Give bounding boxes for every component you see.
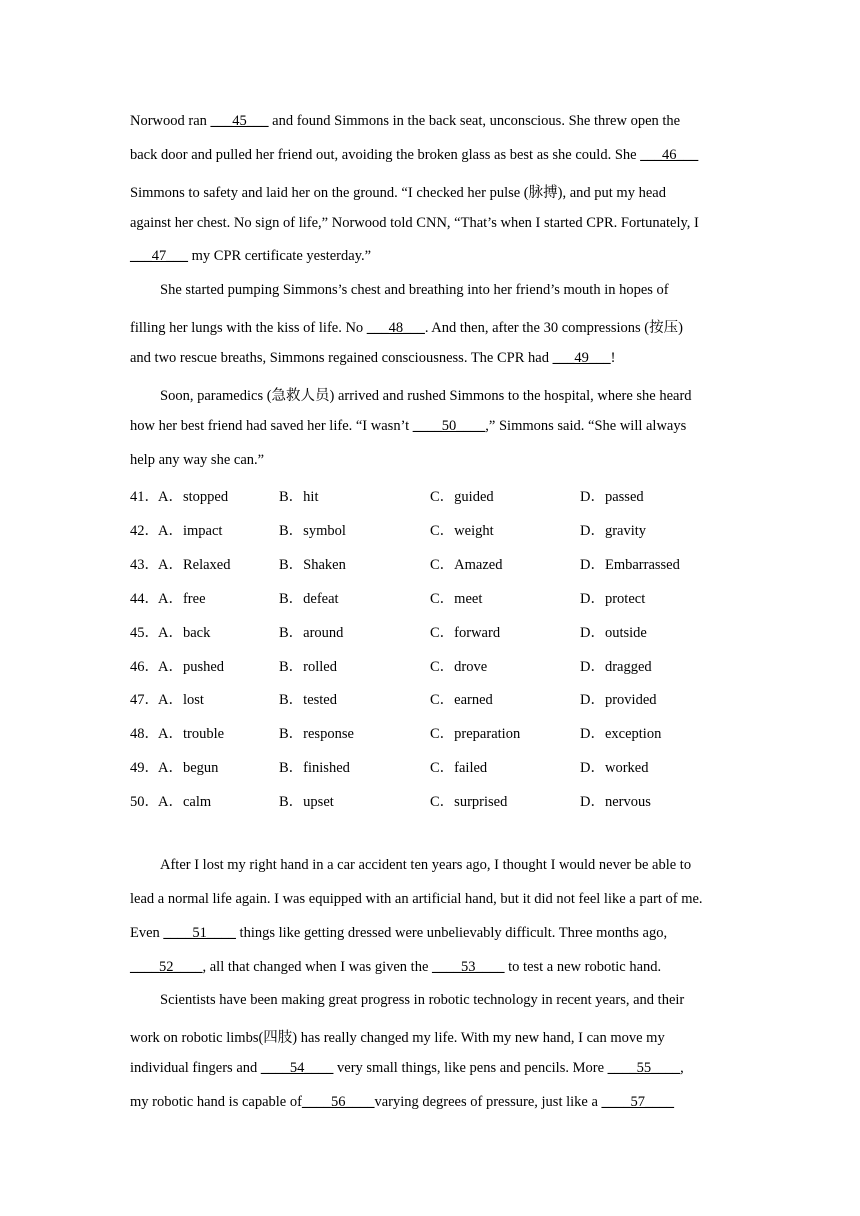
option-a: A．stopped: [158, 489, 229, 505]
question-46: [130, 655, 750, 675]
passage1-line-3: Simmons to safety and laid her on the ground. “I checked her pulse (脉搏), and put my head: [130, 185, 666, 201]
option-b: B．response: [279, 726, 354, 742]
question-45: [130, 621, 750, 641]
option-a: A．trouble: [158, 726, 225, 742]
option-a: A．lost: [158, 692, 204, 708]
option-d: D．nervous: [580, 794, 651, 810]
question-number: 50．: [130, 794, 159, 810]
option-c: C．Amazed: [430, 557, 503, 573]
passage1-line-4: against her chest. No sign of life,” Norwood told CNN, “That’s when I started CPR. Fortunately, I: [130, 215, 699, 231]
option-d: D．passed: [580, 489, 644, 505]
blank-51: ____51____: [163, 925, 236, 941]
question-42: [130, 519, 750, 539]
question-44: [130, 587, 750, 607]
option-b: B．finished: [279, 760, 350, 776]
question-47: [130, 688, 750, 708]
question-number: 48．: [130, 726, 159, 742]
option-c: C．earned: [430, 692, 493, 708]
option-c: C．meet: [430, 591, 483, 607]
question-49: [130, 756, 750, 776]
option-a: A．pushed: [158, 659, 225, 675]
passage2-line-3: Even ____51____ things like getting dressed were unbelievably difficult. Three months ago,: [130, 925, 668, 941]
option-b: B．around: [279, 625, 344, 641]
question-number: 44．: [130, 591, 159, 607]
option-a: A．calm: [158, 794, 212, 810]
option-b: B．tested: [279, 692, 337, 708]
passage1-line-11: help any way she can.”: [130, 452, 265, 468]
option-b: B．defeat: [279, 591, 339, 607]
passage2-line-2: lead a normal life again. I was equipped with an artificial hand, but it did not feel like a part of me.: [130, 891, 703, 907]
blank-46: ___46___: [640, 147, 699, 163]
blank-49: ___49___: [552, 350, 611, 366]
blank-55: ____55____: [607, 1060, 681, 1076]
passage2-line-5: Scientists have been making great progress in robotic technology in recent years, and their: [160, 992, 685, 1008]
option-c: C．drove: [430, 659, 488, 675]
passage2-line-7: individual fingers and ____54____ very small things, like pens and pencils. More ____55____,: [130, 1060, 684, 1076]
blank-52: ____52____: [130, 959, 203, 975]
option-c: C．guided: [430, 489, 494, 505]
blank-48: ___48___: [366, 320, 425, 336]
option-d: D．gravity: [580, 523, 647, 539]
option-d: D．protect: [580, 591, 646, 607]
question-number: 45．: [130, 625, 159, 641]
blank-45: ___45___: [210, 113, 269, 129]
option-b: B．rolled: [279, 659, 337, 675]
passage2-line-8: my robotic hand is capable of____56____varying degrees of pressure, just like a ____57____: [130, 1094, 675, 1110]
passage1-line-6: She started pumping Simmons’s chest and breathing into her friend’s mouth in hopes of: [160, 282, 669, 298]
question-50: [130, 790, 750, 810]
blank-53: ____53____: [432, 959, 505, 975]
option-d: D．dragged: [580, 659, 652, 675]
option-d: D．provided: [580, 692, 657, 708]
passage1-line-1: Norwood ran ___45___ and found Simmons in the back seat, unconscious. She threw open the: [130, 113, 681, 129]
passage1-line-5: ___47___ my CPR certificate yesterday.”: [130, 248, 372, 264]
passage1-line-10: how her best friend had saved her life. “I wasn’t ____50____,” Simmons said. “She will always: [130, 418, 687, 434]
option-c: C．failed: [430, 760, 488, 776]
question-number: 41．: [130, 489, 159, 505]
question-number: 42．: [130, 523, 159, 539]
blank-56: ____56____: [301, 1094, 375, 1110]
option-d: D．outside: [580, 625, 647, 641]
option-a: A．back: [158, 625, 211, 641]
option-a: A．impact: [158, 523, 223, 539]
option-b: B．upset: [279, 794, 334, 810]
option-c: C．surprised: [430, 794, 508, 810]
question-48: [130, 722, 750, 742]
blank-47: ___47___: [130, 248, 188, 264]
passage1-line-8: and two rescue breaths, Simmons regained consciousness. The CPR had ___49___!: [130, 350, 616, 366]
option-b: B．symbol: [279, 523, 346, 539]
option-a: A．begun: [158, 760, 219, 776]
option-c: C．forward: [430, 625, 501, 641]
option-c: C．preparation: [430, 726, 521, 742]
option-d: D．worked: [580, 760, 649, 776]
option-c: C．weight: [430, 523, 494, 539]
passage2-line-1: After I lost my right hand in a car accident ten years ago, I thought I would never be able to: [160, 857, 692, 873]
passage2-line-4: ____52____, all that changed when I was given the ____53____ to test a new robotic hand.: [130, 959, 662, 975]
option-a: A．free: [158, 591, 206, 607]
option-b: B．hit: [279, 489, 319, 505]
option-d: D．exception: [580, 726, 662, 742]
question-43: [130, 553, 750, 573]
passage1-line-2: back door and pulled her friend out, avoiding the broken glass as best as she could. She ___46___: [130, 147, 699, 163]
question-number: 46．: [130, 659, 159, 675]
blank-57: ____57____: [601, 1094, 675, 1110]
question-number: 49．: [130, 760, 159, 776]
option-b: B．Shaken: [279, 557, 346, 573]
blank-54: ____54____: [260, 1060, 334, 1076]
question-number: 47．: [130, 692, 159, 708]
passage1-line-9: Soon, paramedics (急救人员) arrived and rushed Simmons to the hospital, where she heard: [160, 388, 692, 404]
option-d: D．Embarrassed: [580, 557, 680, 573]
option-a: A．Relaxed: [158, 557, 231, 573]
blank-50: ____50____: [412, 418, 486, 434]
passage1-line-7: filling her lungs with the kiss of life. No ___48___. And then, after the 30 compressions (按压): [130, 320, 683, 336]
question-number: 43．: [130, 557, 159, 573]
passage2-line-6: work on robotic limbs(四肢) has really changed my life. With my new hand, I can move my: [130, 1030, 665, 1046]
question-41: [130, 485, 750, 505]
